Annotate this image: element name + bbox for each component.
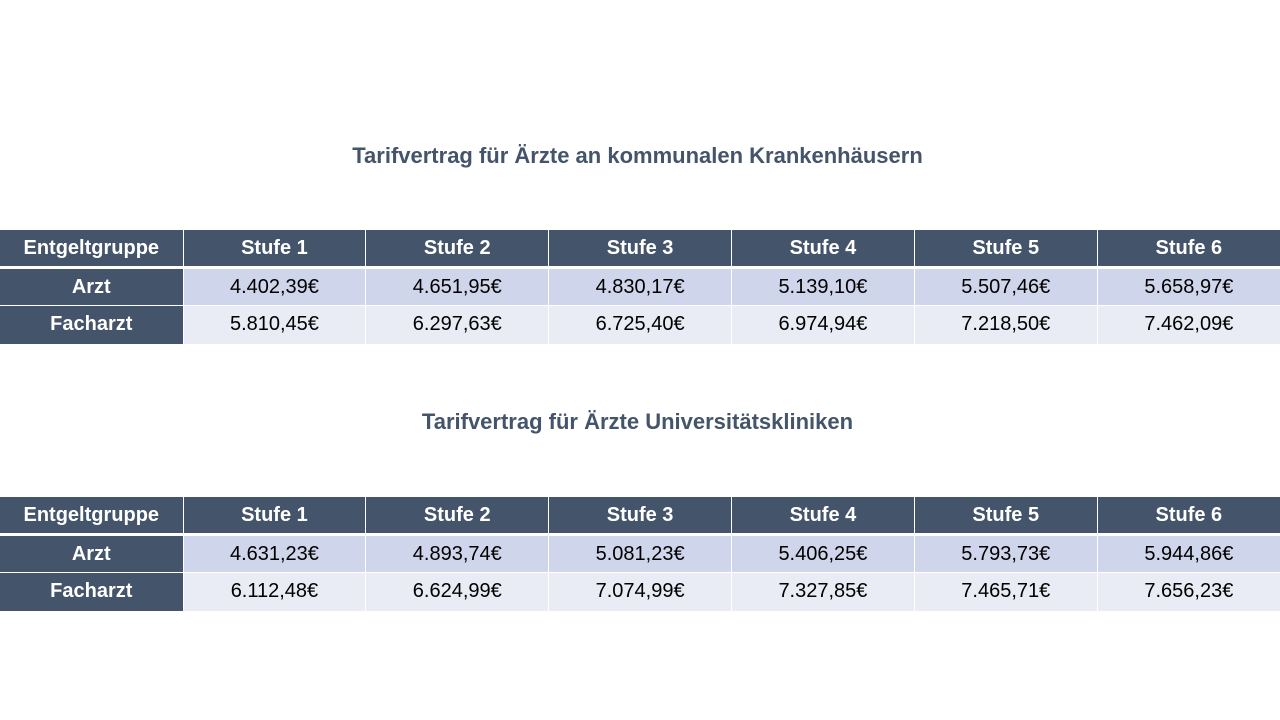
salary-table-universitaetskliniken (0, 497, 1280, 611)
salary-cell: 5.507,46€ (914, 268, 1097, 306)
table-title-universitaetskliniken: Tarifvertrag für Ärzte Universitätskliniken (421, 409, 854, 434)
column-header-stufe-3: Stufe 3 (549, 497, 732, 535)
table-header-row (0, 230, 1280, 268)
salary-cell: 7.218,50€ (914, 306, 1097, 344)
salary-cell: 5.793,73€ (914, 535, 1097, 573)
salary-cell: 4.631,23€ (183, 535, 366, 573)
column-header-entgeltgruppe: Entgeltgruppe (0, 497, 183, 535)
column-header-stufe-1: Stufe 1 (183, 497, 366, 535)
column-header-stufe-6: Stufe 6 (1097, 497, 1280, 535)
salary-cell: 5.658,97€ (1097, 268, 1280, 306)
table-row-arzt (0, 268, 1280, 306)
table-row-facharzt (0, 573, 1280, 611)
table-header-row (0, 497, 1280, 535)
table-row-arzt (0, 535, 1280, 573)
column-header-stufe-4: Stufe 4 (732, 230, 915, 268)
column-header-stufe-3: Stufe 3 (549, 230, 732, 268)
salary-table-kommunal (0, 230, 1280, 344)
salary-cell: 6.112,48€ (183, 573, 366, 611)
row-header-facharzt: Facharzt (0, 573, 183, 611)
salary-cell: 5.081,23€ (549, 535, 732, 573)
salary-cell: 5.944,86€ (1097, 535, 1280, 573)
column-header-stufe-2: Stufe 2 (366, 230, 549, 268)
salary-cell: 6.624,99€ (366, 573, 549, 611)
column-header-stufe-6: Stufe 6 (1097, 230, 1280, 268)
table-title-kommunal: Tarifvertrag für Ärzte an kommunalen Krankenhäusern (352, 143, 923, 168)
salary-cell: 5.810,45€ (183, 306, 366, 344)
column-header-stufe-5: Stufe 5 (914, 230, 1097, 268)
salary-cell: 4.893,74€ (366, 535, 549, 573)
column-header-stufe-2: Stufe 2 (366, 497, 549, 535)
salary-cell: 7.656,23€ (1097, 573, 1280, 611)
row-header-arzt: Arzt (0, 535, 183, 573)
salary-cell: 6.974,94€ (732, 306, 915, 344)
salary-cell: 4.830,17€ (549, 268, 732, 306)
salary-cell: 7.074,99€ (549, 573, 732, 611)
salary-cell: 7.465,71€ (914, 573, 1097, 611)
column-header-stufe-4: Stufe 4 (732, 497, 915, 535)
row-header-facharzt: Facharzt (0, 306, 183, 344)
salary-cell: 7.327,85€ (732, 573, 915, 611)
salary-cell: 4.651,95€ (366, 268, 549, 306)
salary-cell: 4.402,39€ (183, 268, 366, 306)
table-row-facharzt (0, 306, 1280, 344)
salary-cell: 5.139,10€ (732, 268, 915, 306)
salary-cell: 6.725,40€ (549, 306, 732, 344)
row-header-arzt: Arzt (0, 268, 183, 306)
column-header-stufe-1: Stufe 1 (183, 230, 366, 268)
salary-cell: 6.297,63€ (366, 306, 549, 344)
salary-cell: 7.462,09€ (1097, 306, 1280, 344)
salary-cell: 5.406,25€ (732, 535, 915, 573)
column-header-stufe-5: Stufe 5 (914, 497, 1097, 535)
column-header-entgeltgruppe: Entgeltgruppe (0, 230, 183, 268)
